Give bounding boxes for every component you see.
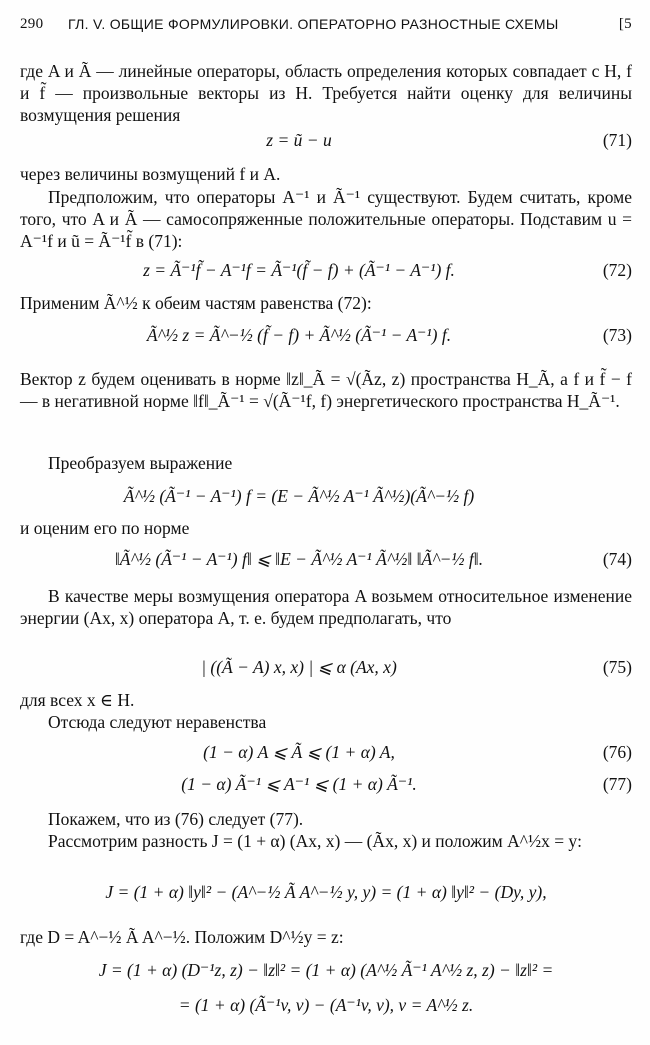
paragraph-8: В качестве меры возмущения оператора A возьмем относительное изменение энергии (Ax, x) оператора A, т. е. будем предполагать, что (20, 586, 632, 628)
equation-j2-formula: J = (1 + α) (D⁻¹z, z) − ‖z‖² = (1 + α) (A^½ Ã⁻¹ A^½ z, z) − ‖z‖² = (98, 960, 554, 980)
equation-71-formula: z = ũ − u (266, 130, 332, 150)
equation-76-number: (76) (602, 742, 632, 762)
paragraph-4: Применим Ã^½ к обеим частям равенства (72): (20, 293, 372, 313)
equation-j3 (20, 993, 632, 1017)
paragraph-2: через величины возмущений f и A. (20, 164, 281, 184)
equation-73 (20, 323, 632, 347)
equation-76-formula: (1 − α) A ⩽ Ã ⩽ (1 + α) A, (203, 742, 395, 762)
paragraph-1: где A и Ã — линейные операторы, область определения которых совпадает с H, f и f̃ — произвольные векторы из H. Требуется найти оценку для величины возмущения решения (20, 61, 632, 125)
equation-75-formula: | ((Ã − A) x, x) | ⩽ α (Ax, x) (201, 657, 397, 677)
equation-71-number: (71) (602, 130, 632, 150)
chapter-title: ГЛ. V. ОБЩИЕ ФОРМУЛИРОВКИ. ОПЕРАТОРНО РАЗНОСТНЫЕ СХЕМЫ (68, 16, 559, 32)
equation-75-number: (75) (602, 657, 632, 677)
equation-71 (20, 128, 632, 152)
equation-73-number: (73) (602, 325, 632, 345)
page-number: 290 (20, 16, 44, 32)
equation-77-number: (77) (602, 774, 632, 794)
equation-unnumbered-formula: Ã^½ (Ã⁻¹ − A⁻¹) f = (E − Ã^½ A⁻¹ Ã^½)(Ã^−½ f) (123, 486, 475, 506)
equation-77 (20, 772, 632, 796)
equation-j3-formula: = (1 + α) (Ã⁻¹v, v) − (A⁻¹v, v), v = A^½ z. (178, 995, 474, 1015)
paragraph-9: для всех x ∈ H. (20, 690, 135, 710)
paragraph-3: Предположим, что операторы A⁻¹ и Ã⁻¹ существуют. Будем считать, кроме того, что A и Ã — самосопряженные положительные операторы. Подставим u = A⁻¹f и ũ = Ã⁻¹f̃ в (71): (20, 187, 632, 251)
equation-74-formula: ‖Ã^½ (Ã⁻¹ − A⁻¹) f‖ ⩽ ‖E − Ã^½ A⁻¹ Ã^½‖ ‖Ã^−½ f‖. (114, 549, 484, 569)
equation-72-formula: z = Ã⁻¹f̃ − A⁻¹f = Ã⁻¹(f̃ − f) + (Ã⁻¹ − A⁻¹) f. (143, 260, 455, 280)
paragraph-5: Вектор z будем оценивать в норме ‖z‖_Ã = √(Ãz, z) пространства H_Ã, а f и f̃ − f — в негативной норме ‖f‖_Ã⁻¹ = √(Ã⁻¹f, f) энергетического пространства H_Ã⁻¹. (20, 369, 632, 411)
equation-74-number: (74) (602, 549, 632, 569)
equation-j1 (20, 880, 632, 904)
paragraph-11: Покажем, что из (76) следует (77). (48, 809, 304, 829)
equation-j1-formula: J = (1 + α) ‖y‖² − (A^−½ Ã A^−½ y, y) = (1 + α) ‖y‖² − (Dy, y), (105, 882, 547, 902)
running-header (20, 16, 632, 42)
equation-72 (20, 258, 632, 282)
paragraph-7: и оценим его по норме (20, 518, 190, 538)
equation-76 (20, 740, 632, 764)
paragraph-12: Рассмотрим разность J = (1 + α) (Ax, x) — (Ãx, x) и положим A^½x = y: (48, 831, 583, 851)
equation-unnumbered (20, 484, 632, 508)
paragraph-10: Отсюда следуют неравенства (48, 712, 267, 732)
equation-73-formula: Ã^½ z = Ã^−½ (f̃ − f) + Ã^½ (Ã⁻¹ − A⁻¹) f. (146, 325, 452, 345)
equation-72-number: (72) (602, 260, 632, 280)
equation-74 (20, 547, 632, 571)
equation-j2 (20, 958, 632, 982)
paragraph-6: Преобразуем выражение (48, 453, 233, 473)
paragraph-13: где D = A^−½ Ã A^−½. Положим D^½y = z: (20, 927, 344, 947)
section-number: [5 (618, 16, 632, 32)
equation-77-formula: (1 − α) Ã⁻¹ ⩽ A⁻¹ ⩽ (1 + α) Ã⁻¹. (181, 774, 417, 794)
equation-75 (20, 655, 632, 679)
